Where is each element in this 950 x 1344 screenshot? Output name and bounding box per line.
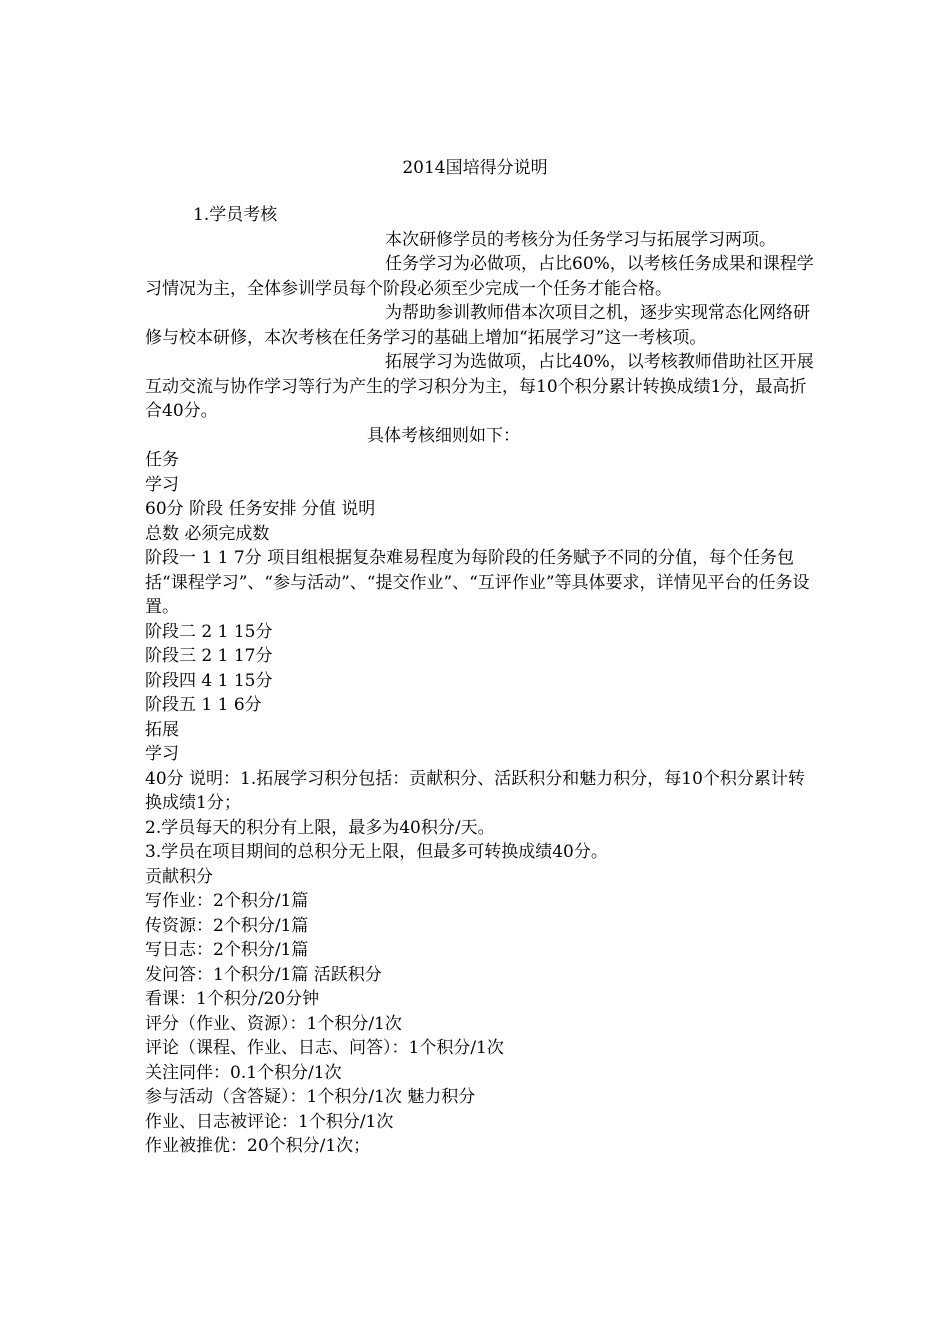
stage-line: 阶段五 1 1 6分 [145, 695, 262, 715]
intro-paragraph-5: 具体考核细则如下： [367, 425, 520, 446]
points-line: 作业、日志被评论：1个积分/1次 [145, 1111, 394, 1132]
points-line: 写作业：2个积分/1篇 [145, 891, 309, 911]
table-line: 任务 [145, 450, 179, 470]
extension-note: 40分 说明：1.拓展学习积分包括：贡献积分、活跃积分和魅力积分，每10个积分累计转换成绩1分； [145, 768, 805, 813]
points-line: 传资源：2个积分/1篇 [145, 915, 309, 936]
points-line: 2.学员每天的积分有上限，最多为40积分/天。 [145, 817, 495, 838]
intro-paragraph-2: 任务学习为必做项，占比60%，以考核任务成果和课程学习情况为主，全体参训学员每个阶段必须至少完成一个任务才能合格。 [145, 254, 814, 299]
section-heading: 1.学员考核 [193, 205, 278, 225]
points-line: 关注同伴：0.1个积分/1次 [145, 1062, 342, 1083]
document-body [145, 203, 815, 1159]
points-line: 写日志：2个积分/1篇 [145, 940, 309, 960]
table-line: 学习 [145, 474, 179, 495]
page-title: 2014国培得分说明 [402, 158, 548, 178]
stage-1-description: 阶段一 1 1 7分 项目组根据复杂难易程度为每阶段的任务赋予不同的分值，每个任务包括“课程学习”、“参与活动”、“提交作业”、“互评作业”等具体要求，详情见平台的任务设置。 [145, 548, 810, 617]
stage-line: 阶段二 2 1 15分 [145, 621, 273, 642]
stage-line: 拓展 [145, 719, 179, 740]
intro-paragraph-4: 拓展学习为选做项，占比40%，以考核教师借助社区开展互动交流与协作学习等行为产生的学习积分为主，每10个积分累计转换成绩1分，最高折合40分。 [145, 352, 814, 421]
points-line: 评论（课程、作业、日志、问答）：1个积分/1次 [145, 1038, 504, 1058]
intro-paragraph-3: 为帮助参训教师借本次项目之机，逐步实现常态化网络研修与校本研修，本次考核在任务学习的基础上增加“拓展学习”这一考核项。 [145, 303, 810, 348]
table-line: 总数 必须完成数 [145, 523, 270, 544]
stage-line: 阶段三 2 1 17分 [145, 646, 273, 666]
table-line: 60分 阶段 任务安排 分值 说明 [145, 499, 376, 519]
points-line: 3.学员在项目期间的总积分无上限，但最多可转换成绩40分。 [145, 842, 608, 862]
points-line: 评分（作业、资源）：1个积分/1次 [145, 1013, 402, 1034]
stage-line: 阶段四 4 1 15分 [145, 670, 273, 691]
points-line: 看课：1个积分/20分钟 [145, 989, 320, 1009]
points-line: 作业被推优：20个积分/1次； [145, 1136, 371, 1156]
points-line: 贡献积分 [145, 866, 213, 887]
points-line: 参与活动（含答疑）：1个积分/1次 魅力积分 [145, 1087, 476, 1107]
intro-paragraph-1: 本次研修学员的考核分为任务学习与拓展学习两项。 [385, 229, 776, 250]
points-line: 发问答：1个积分/1篇 活跃积分 [145, 964, 382, 985]
stage-line: 学习 [145, 744, 179, 764]
